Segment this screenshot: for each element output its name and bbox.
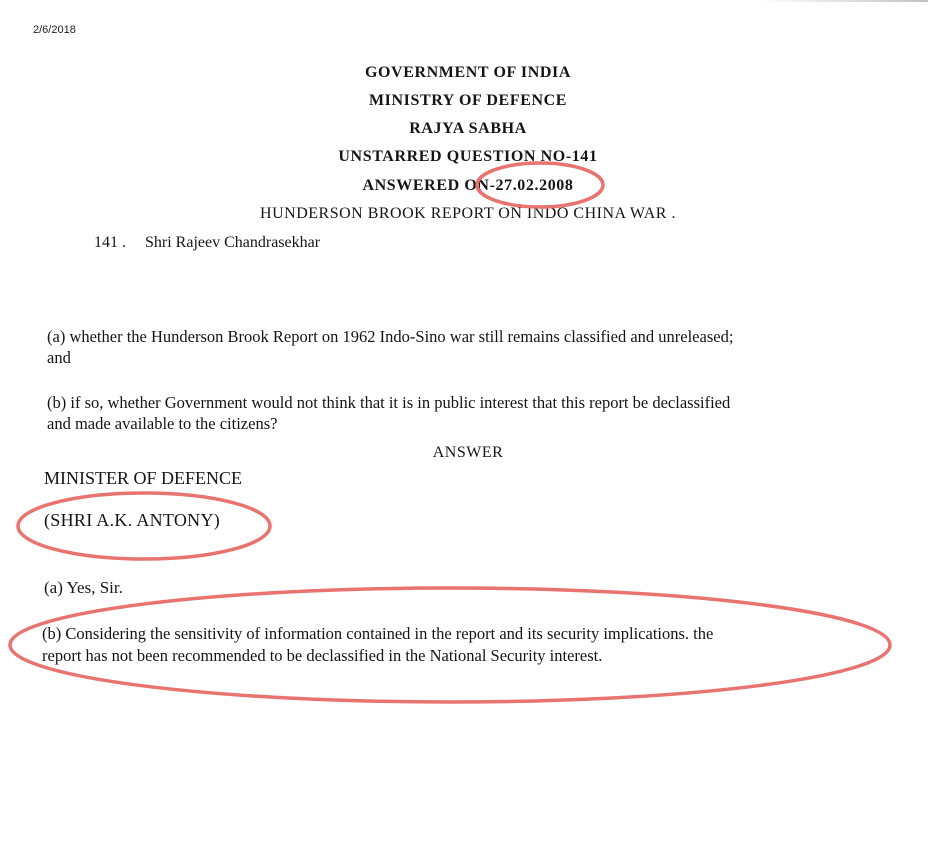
minister-title: MINISTER OF DEFENCE <box>44 468 243 488</box>
header-house: RAJYA SABHA <box>409 120 527 137</box>
minister-name: (SHRI A.K. ANTONY) <box>44 510 221 530</box>
answer-part-b-line2: report has not been recommended to be declassified in the National Security interest. <box>42 646 603 665</box>
header-question-number: UNSTARRED QUESTION NO-141 <box>338 148 598 165</box>
question-part-b-line2: and made available to the citizens? <box>47 414 278 433</box>
question-part-a-line1: (a) whether the Hunderson Brook Report on 1962 Indo-Sino war still remains classified and unreleased; <box>47 327 734 346</box>
answer-heading: ANSWER <box>432 444 504 461</box>
scan-edge-mark <box>758 0 928 2</box>
answered-date: -27.02.2008 <box>489 177 574 194</box>
header-government: GOVERNMENT OF INDIA <box>364 64 572 81</box>
print-date: 2/6/2018 <box>33 24 76 36</box>
header-answered-line <box>0 177 928 195</box>
question-title: HUNDERSON BROOK REPORT ON INDO CHINA WAR . <box>260 205 676 222</box>
question-part-b-line1: (b) if so, whether Government would not think that it is in public interest that this report be declassified <box>47 393 731 412</box>
highlight-ellipse-answer <box>10 588 890 702</box>
question-part-a-line2: and <box>47 348 71 367</box>
member-name: Shri Rajeev Chandrasekhar <box>145 234 321 251</box>
question-number: 141 . <box>94 234 126 251</box>
answer-part-b-line1: (b) Considering the sensitivity of information contained in the report and its security implications. the <box>42 624 714 643</box>
answered-prefix: ANSWERED ON <box>362 177 490 194</box>
header-ministry: MINISTRY OF DEFENCE <box>368 92 568 109</box>
answer-part-a: (a) Yes, Sir. <box>44 578 123 597</box>
